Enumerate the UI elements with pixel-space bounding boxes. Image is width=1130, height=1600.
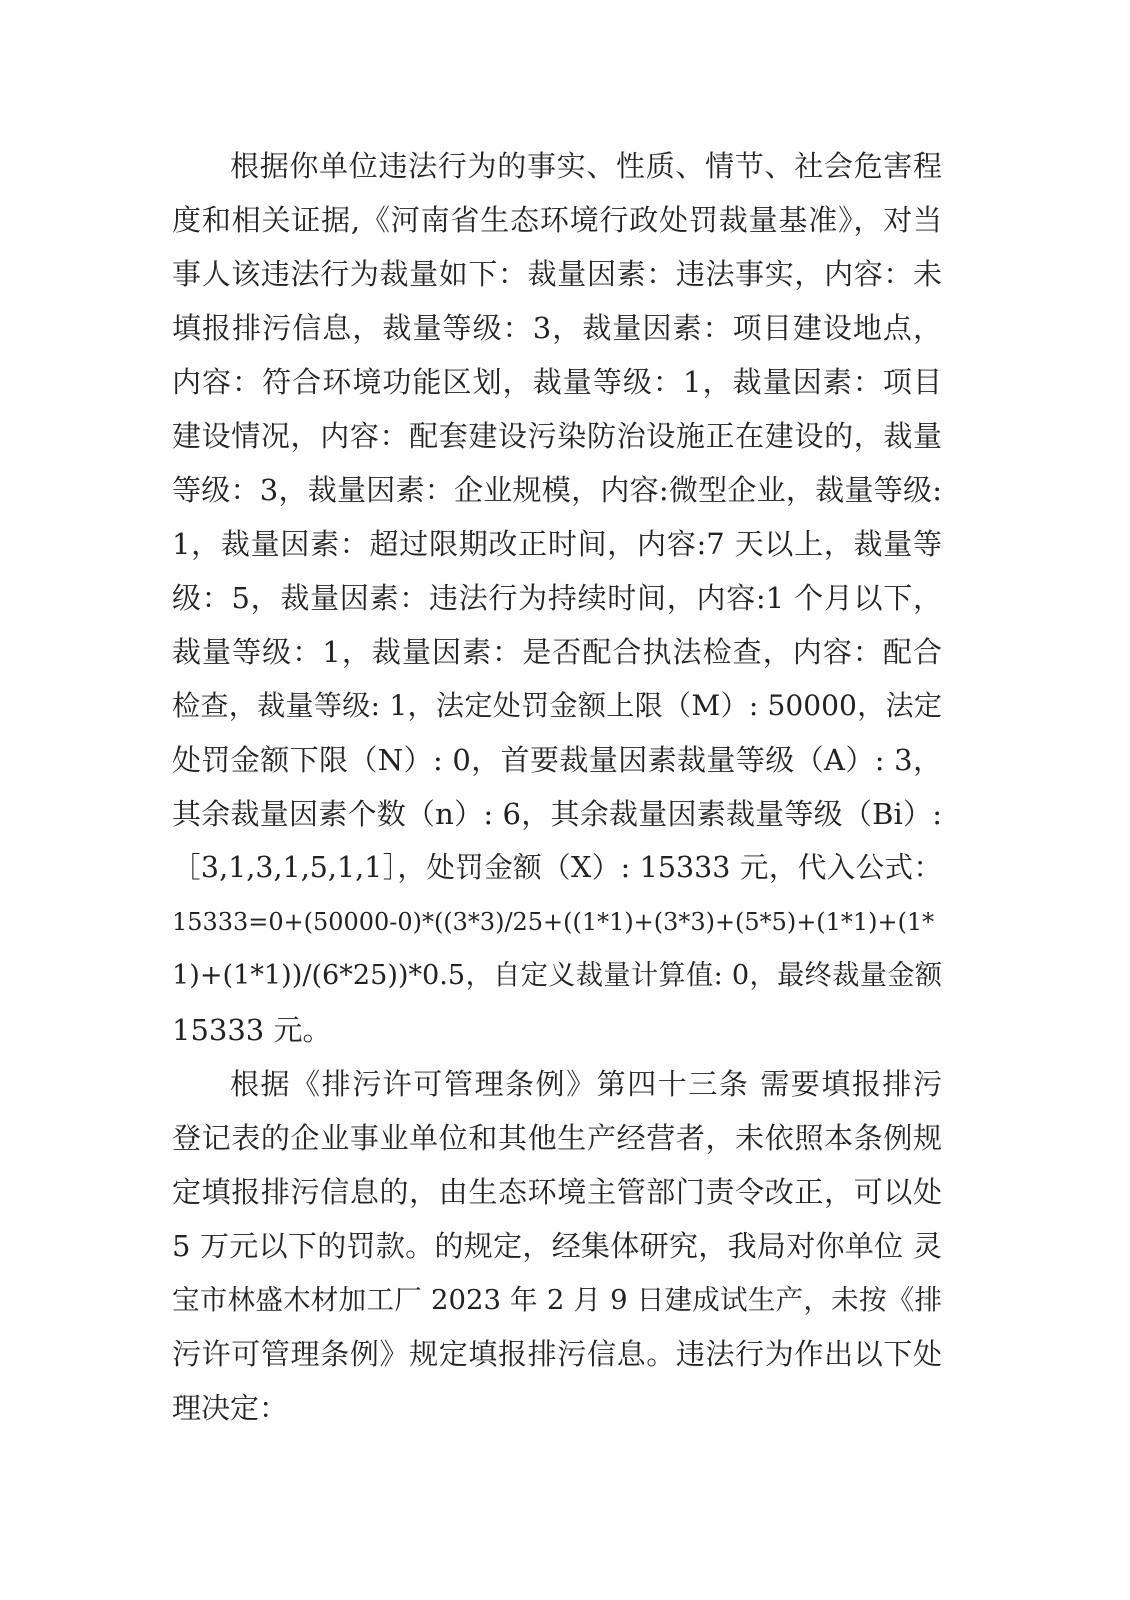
- paragraph-2-line: 登记表的企业事业单位和其他生产经营者，未依照本条例规: [172, 1121, 942, 1155]
- paragraph-1-line: 建设情况，内容：配套建设污染防治设施正在建设的，裁量: [172, 419, 942, 453]
- paragraph-1-line: ［3,1,3,1,5,1,1］，处罚金额（X）: 15333 元，代入公式：: [172, 851, 942, 884]
- paragraph-1-line: 其余裁量因素个数（n）: 6，其余裁量因素裁量等级（Bi）:: [172, 797, 942, 831]
- paragraph-1-line-last: 15333 元。: [172, 1013, 332, 1047]
- paragraph-1-line: 1)+(1*1))/(6*25))*0.5，自定义裁量计算值: 0，最终裁量金额: [172, 960, 942, 991]
- paragraph-2-line: 定填报排污信息的，由生态环境主管部门责令改正，可以处: [172, 1175, 942, 1209]
- paragraph-1-line: 级：5，裁量因素：违法行为持续时间，内容:1 个月以下，: [172, 581, 942, 615]
- paragraph-1-line: 裁量等级：1，裁量因素：是否配合执法检查，内容：配合: [172, 635, 942, 669]
- paragraph-1-line: 根据你单位违法行为的事实、性质、情节、社会危害程: [230, 149, 942, 183]
- paragraph-2-line: 根据《排污许可管理条例》第四十三条 需要填报排污: [230, 1067, 942, 1101]
- paragraph-1-line: 处罚金额下限（N）: 0，首要裁量因素裁量等级（A）: 3，: [172, 743, 942, 777]
- paragraph-1-line: 1，裁量因素：超过限期改正时间，内容:7 天以上，裁量等: [172, 527, 942, 561]
- paragraph-2-line: 污许可管理条例》规定填报排污信息。违法行为作出以下处: [172, 1337, 942, 1371]
- paragraph-2-line: 5 万元以下的罚款。的规定，经集体研究，我局对你单位 灵: [172, 1229, 942, 1263]
- paragraph-2-line: 宝市林盛木材加工厂 2023 年 2 月 9 日建成试生产，未按《排: [172, 1284, 942, 1316]
- paragraph-1-line: 15333=0+(50000-0)*((3*3)/25+((1*1)+(3*3)+(5*5)+(1*1)+(1*: [172, 908, 935, 936]
- paragraph-1-line: 度和相关证据,《河南省生态环境行政处罚裁量基准》，对当: [172, 203, 942, 237]
- paragraph-1-line: 检查，裁量等级: 1，法定处罚金额上限（M）: 50000，法定: [172, 689, 942, 722]
- paragraph-1-line: 内容：符合环境功能区划，裁量等级：1，裁量因素：项目: [172, 365, 942, 399]
- paragraph-1-line: 事人该违法行为裁量如下：裁量因素：违法事实，内容：未: [172, 257, 942, 291]
- paragraph-1-line: 等级：3，裁量因素：企业规模，内容:微型企业，裁量等级:: [172, 473, 942, 507]
- paragraph-1-line: 填报排污信息，裁量等级：3，裁量因素：项目建设地点，: [172, 311, 942, 345]
- paragraph-2-line-last: 理决定：: [172, 1391, 289, 1425]
